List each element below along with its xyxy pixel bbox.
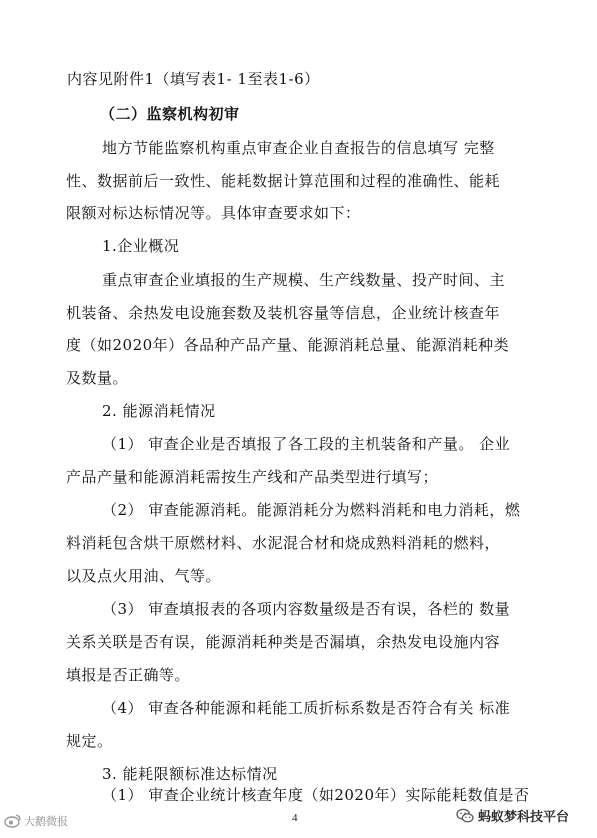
- text-line-17: （3） 审查填报表的各项内容数量级是否有误，各栏的 数量: [102, 600, 511, 618]
- page-number: 4: [292, 812, 298, 824]
- subheading-energy-quota: 3. 能耗限额标准达标情况: [102, 765, 278, 783]
- watermark-right: [456, 806, 569, 825]
- text-line-21: 规定。: [66, 732, 113, 750]
- text-line-5: 限额对标达标情况等。具体审查要求如下：: [66, 204, 361, 222]
- text-line-7: 重点审查企业填报的生产规模、生产线数量、投产时间、主: [102, 271, 506, 289]
- text-line-8: 机装备、余热发电设施套数及装机容量等信息，企业统计核查年: [66, 304, 501, 322]
- text-line-13: 产品产量和能源消耗需按生产线和产品类型进行填写；: [66, 468, 439, 486]
- text-line-15: 料消耗包含烘干原燃材料、水泥混合材和烧成熟料消耗的燃料，: [66, 534, 501, 552]
- text-line-10: 及数量。: [66, 369, 129, 387]
- section-heading: （二）监察机构初审: [100, 105, 240, 123]
- text-line-1: 内容见附件1（填写表1- 1至表1-6）: [67, 70, 320, 88]
- text-line-20: （4） 审查各种能源和耗能工质折标系数是否符合有关 标准: [102, 699, 511, 717]
- text-line-4: 性、数据前后一致性、能耗数据计算范围和过程的准确性、能耗: [66, 172, 501, 190]
- text-line-23: （1） 审查企业统计核查年度（如2020年）实际能耗数值是否: [102, 786, 530, 804]
- text-line-14: （2） 审查能源消耗。能源消耗分为燃料消耗和电力消耗，燃: [102, 501, 521, 519]
- subheading-energy-consumption: 2. 能源消耗情况: [102, 402, 216, 420]
- text-line-16: 以及点火用油、气等。: [66, 567, 222, 585]
- watermark-left: [4, 813, 68, 829]
- wechat-icon: [456, 808, 474, 824]
- text-line-18: 关系关联是否有误，能源消耗种类是否漏填，余热发电设施内容: [66, 633, 501, 651]
- text-line-3: 地方节能监察机构重点审查企业自查报告的信息填写 完整: [102, 139, 495, 157]
- text-line-9: 度（如2020年）各品种产品产量、能源消耗总量、能源消耗种类: [66, 336, 510, 354]
- weibo-icon: [4, 813, 22, 829]
- text-line-12: （1） 审查企业是否填报了各工段的主机装备和产量。 企业: [102, 435, 511, 453]
- subheading-company-overview: 1.企业概况: [102, 237, 180, 255]
- text-line-19: 填报是否正确等。: [66, 666, 191, 684]
- watermark-right-text: 蚂蚁梦科技平台: [478, 810, 570, 825]
- watermark-left-text: 大鹅微报: [24, 815, 68, 828]
